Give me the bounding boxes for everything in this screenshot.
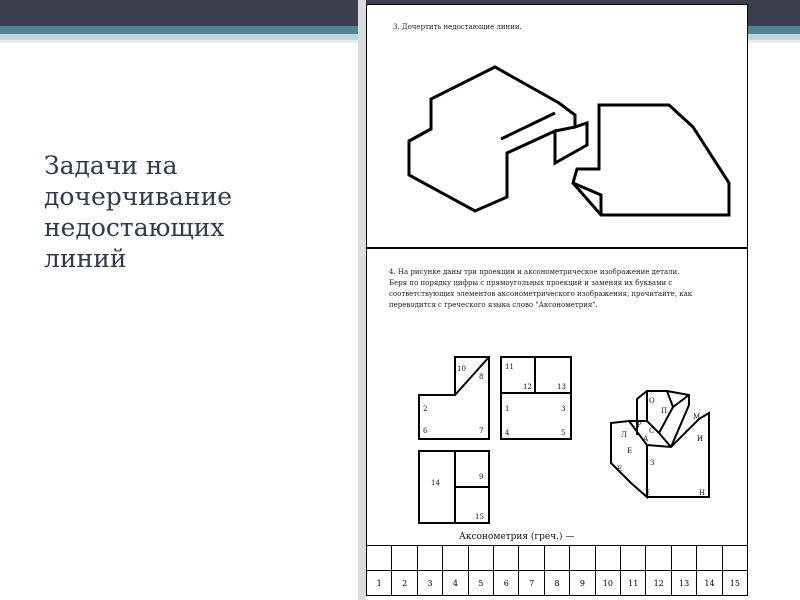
title-line: дочерчивание [44,182,233,211]
label-2: 2 [423,405,428,413]
label-13: 13 [557,383,566,391]
answer-number: 9 [570,570,595,595]
answer-cell[interactable] [494,545,519,570]
answer-cell[interactable] [596,545,621,570]
answer-cell[interactable] [621,545,646,570]
label-12: 12 [523,383,532,391]
answer-cell[interactable] [519,545,544,570]
title-line: линий [44,244,127,273]
answer-cell[interactable] [723,545,747,570]
task3-drawing [367,5,747,245]
label-7: 7 [479,427,484,435]
answer-cell[interactable] [545,545,570,570]
top-view [417,449,497,529]
answer-number: 13 [672,570,697,595]
sheet-shadow [358,0,366,600]
front-view [417,355,497,445]
title-line: недостающих [44,213,225,242]
label-8: 8 [479,373,484,381]
axo-label-e1: Е [627,447,633,455]
task4-text [389,267,692,311]
axo-label-p: П [661,407,668,415]
side-view [499,355,579,445]
answer-number: 1 [367,570,392,595]
title-line: Задачи на [44,151,178,180]
answer-number: 5 [469,570,494,595]
answer-row-blank [367,545,747,570]
answer-number: 3 [418,570,443,595]
answer-cell[interactable] [469,545,494,570]
answer-number: 12 [646,570,671,595]
axo-label-e2: Е [617,465,623,473]
axo-label-z: З [650,459,655,467]
answer-table [367,545,747,595]
label-1: 1 [505,405,510,413]
label-4: 4 [505,429,510,437]
answer-cell[interactable] [443,545,468,570]
axonometry-caption: Аксонометрия (греч.) — [459,532,575,542]
axo-label-s: С [649,427,655,435]
answer-cell[interactable] [672,545,697,570]
label-6: 6 [423,427,428,435]
answer-number: 7 [519,570,544,595]
slide-title [44,150,344,274]
answer-number: 15 [723,570,747,595]
answer-cell[interactable] [392,545,417,570]
task3-text: 3. Дочертить недостающие линии. [393,23,522,31]
label-9: 9 [479,473,484,481]
task4-line: переводится с греческого языка слово "Аксонометрия". [389,301,598,309]
task4-line: 4. На рисунке даны три проекции и аксонометрическое изображение детали. [389,268,680,276]
worksheet-image [366,4,748,596]
axo-label-e3: Е [645,489,651,497]
answer-cell[interactable] [570,545,595,570]
answer-cell[interactable] [418,545,443,570]
answer-row-numbers [367,570,747,595]
label-11: 11 [505,363,514,371]
axonometric-view [607,383,717,503]
axo-label-l: Л [621,431,627,439]
axo-label-n: Н [699,489,706,497]
answer-cell[interactable] [697,545,722,570]
axo-label-r: Р [637,421,642,429]
answer-number: 11 [621,570,646,595]
axo-label-o: О [649,397,655,405]
axo-label-i: И [697,435,704,443]
section-divider [367,247,747,249]
task4-line: соответствующих элементов аксонометрического изображения, прочитайте, как [389,290,693,298]
answer-number: 6 [494,570,519,595]
answer-number: 4 [443,570,468,595]
answer-number: 8 [545,570,570,595]
label-14: 14 [431,479,440,487]
answer-cell[interactable] [367,545,392,570]
axo-label-a: А [643,435,649,443]
label-5: 5 [561,429,566,437]
answer-number: 10 [596,570,621,595]
axo-label-m: М [693,413,701,421]
answer-number: 14 [697,570,722,595]
task4-line: Беря по порядку цифры с прямоугольных проекций и заменяя их буквами с [389,279,673,287]
label-10: 10 [457,365,466,373]
answer-number: 2 [392,570,417,595]
answer-cell[interactable] [646,545,671,570]
label-3: 3 [561,405,566,413]
label-15: 15 [475,513,484,521]
